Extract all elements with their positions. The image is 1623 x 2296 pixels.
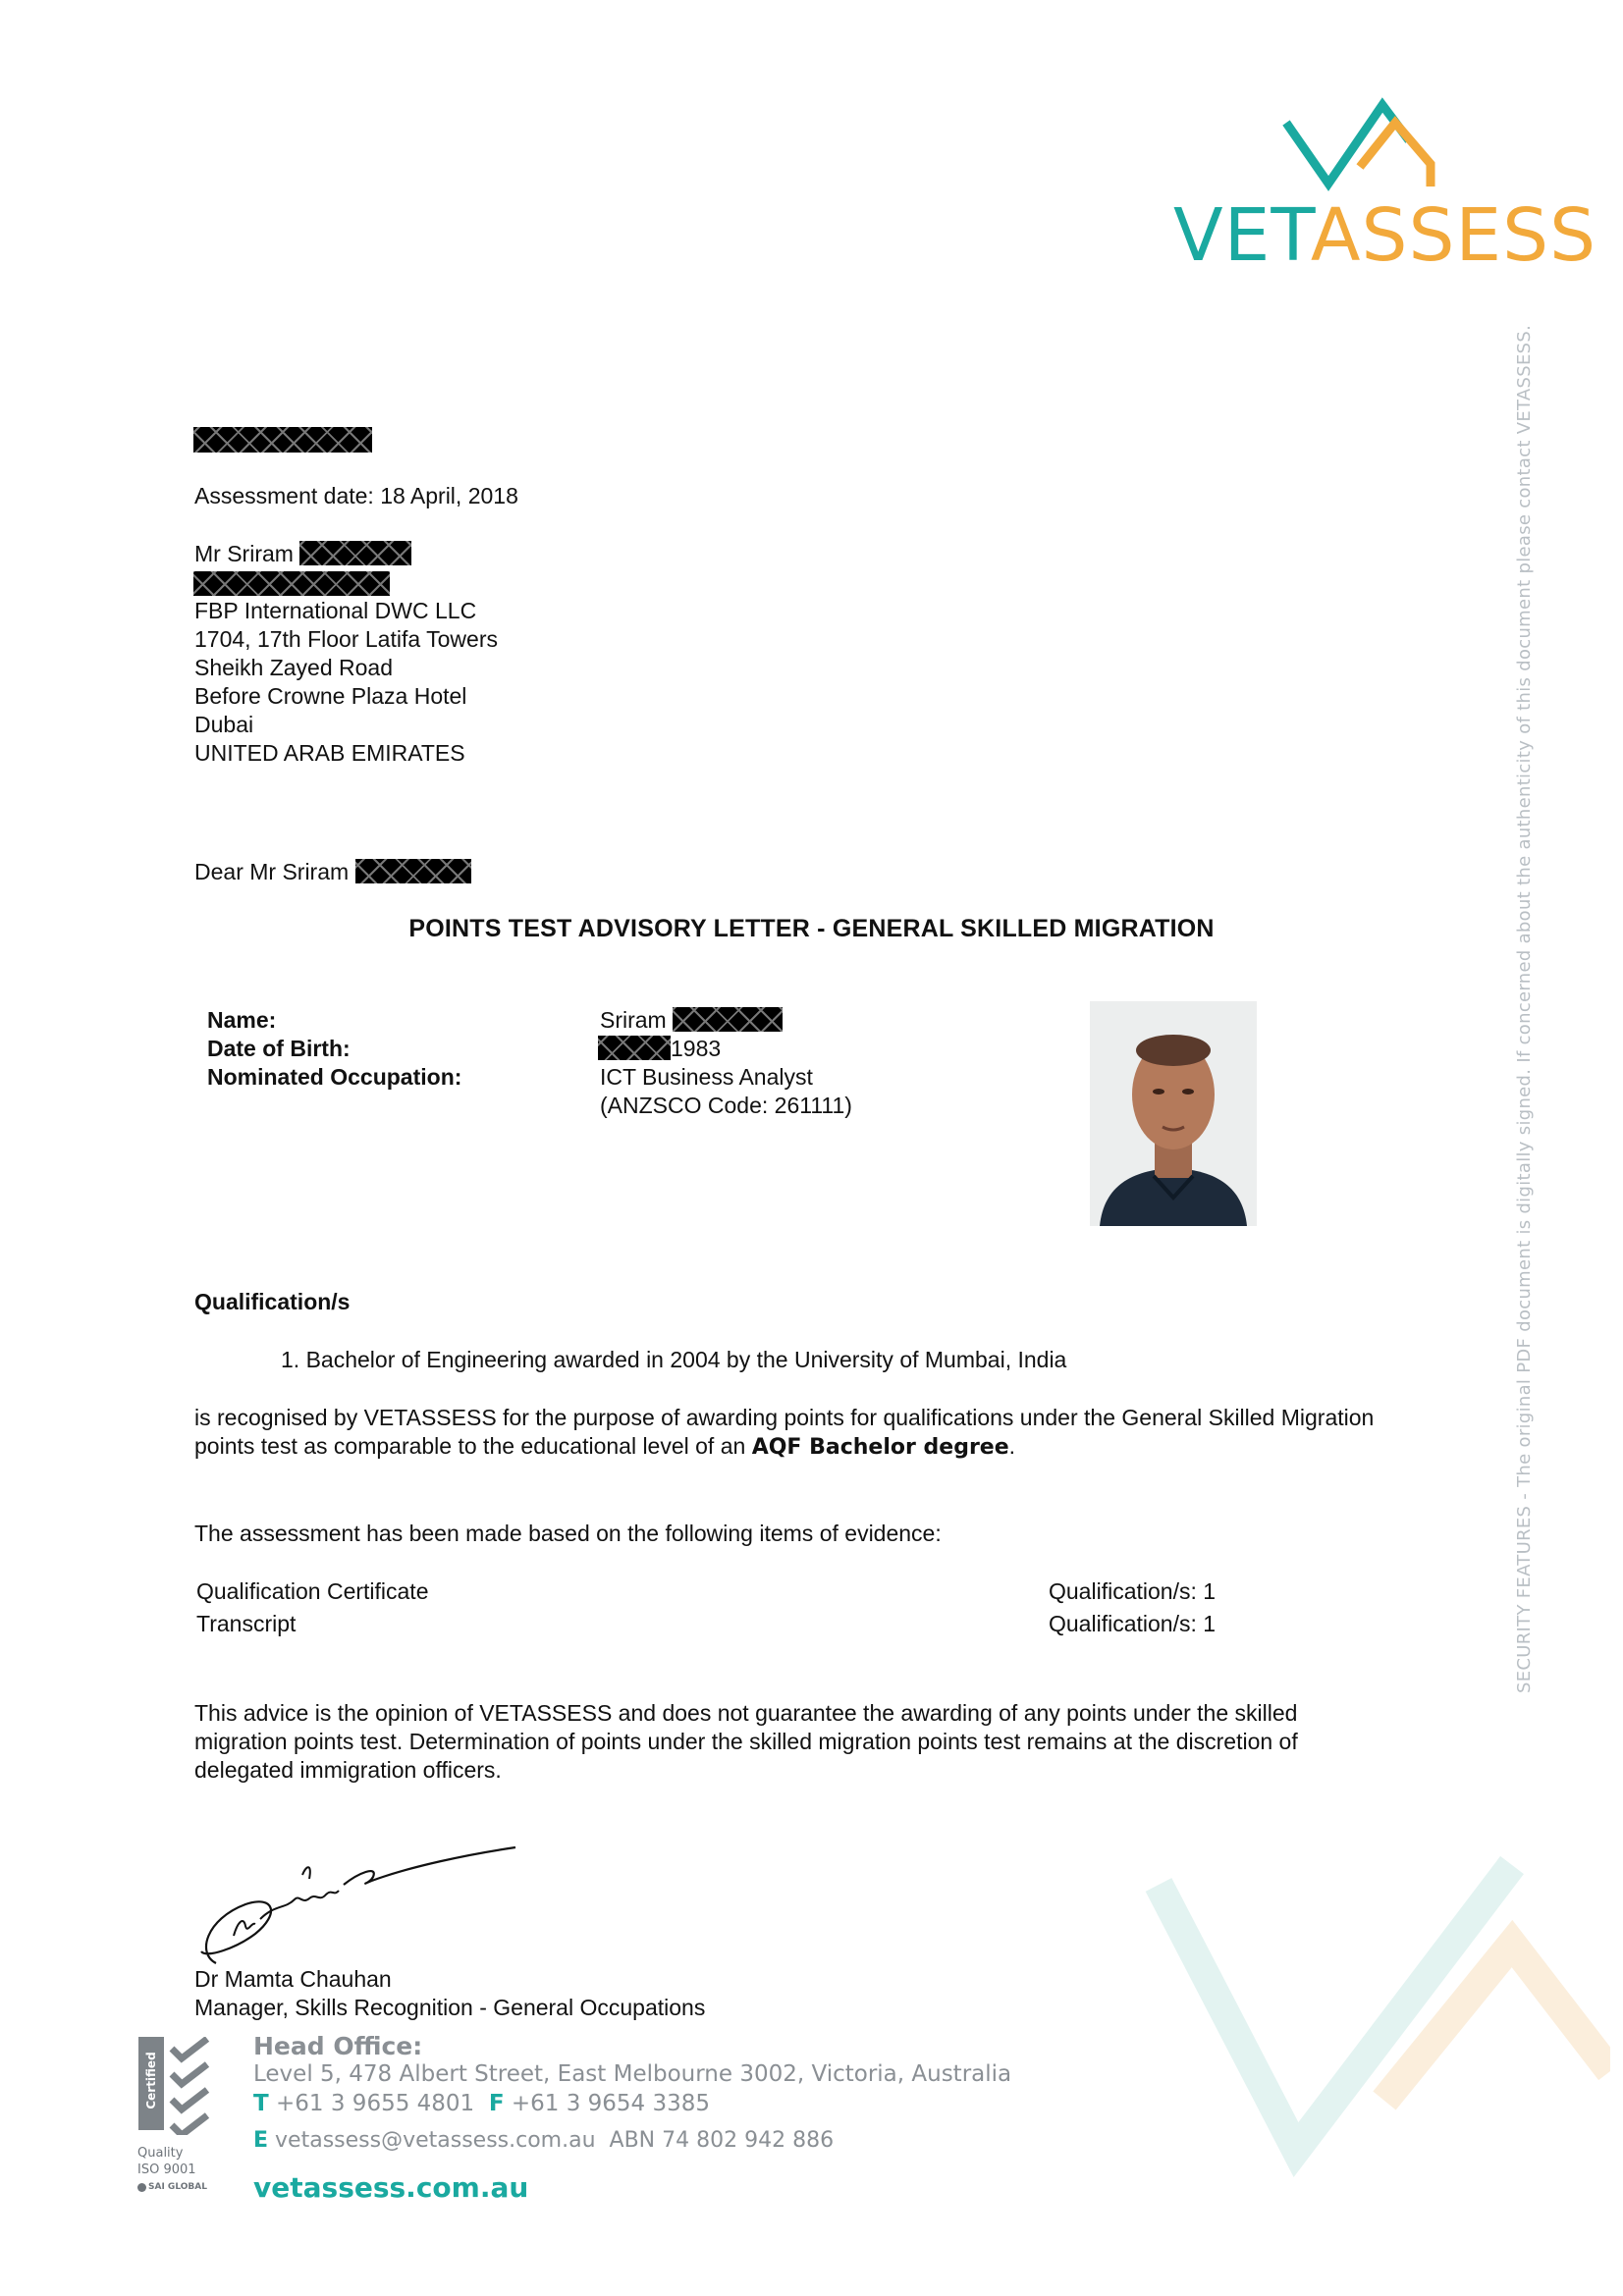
email-address[interactable]: vetassess@vetassess.com.au bbox=[275, 2128, 596, 2153]
signature-image bbox=[187, 1836, 530, 1973]
dob-value-text: 1983 bbox=[671, 1036, 722, 1061]
anzsco-code: (ANZSCO Code: 261111) bbox=[600, 1093, 852, 1118]
disclaimer-line: migration points test. Determination of points under the skilled migration points test remains at the discretion of bbox=[194, 1729, 1298, 1754]
logo-mark-icon bbox=[1173, 93, 1537, 201]
disclaimer bbox=[194, 1699, 1298, 1785]
evidence-intro: The assessment has been made based on the following items of evidence: bbox=[194, 1521, 942, 1546]
email-letter: E bbox=[253, 2128, 269, 2153]
letter-title: POINTS TEST ADVISORY LETTER - GENERAL SKILLED MIGRATION bbox=[408, 915, 1215, 942]
checkmarks-icon bbox=[168, 2037, 217, 2135]
recipient-name-text: Mr Sriram bbox=[194, 541, 294, 566]
fax-letter: F bbox=[488, 2091, 505, 2116]
certification-badge bbox=[135, 2037, 218, 2204]
occupation-label: Nominated Occupation: bbox=[207, 1064, 462, 1090]
evidence-item: Qualification Certificate bbox=[196, 1578, 429, 1604]
badge-iso: ISO 9001 bbox=[137, 2163, 196, 2177]
disclaimer-line: delegated immigration officers. bbox=[194, 1757, 502, 1783]
address-line: 1704, 17th Floor Latifa Towers bbox=[194, 626, 498, 652]
recipient-name bbox=[194, 540, 411, 568]
aqf-level: AQF Bachelor degree bbox=[751, 1435, 1009, 1460]
address-line: Dubai bbox=[194, 712, 254, 737]
abn-number: ABN 74 802 942 886 bbox=[609, 2128, 835, 2153]
vetassess-logo bbox=[1173, 93, 1597, 280]
watermark-chevron-icon bbox=[1139, 1826, 1610, 2277]
contact-email-abn bbox=[253, 2128, 834, 2153]
address-line: Sheikh Zayed Road bbox=[194, 655, 394, 680]
salutation bbox=[194, 858, 471, 886]
reference-number-redacted bbox=[193, 427, 372, 454]
recognition-line-1: is recognised by VETASSESS for the purpose of awarding points for qualifications under the General Skilled Migration bbox=[194, 1405, 1375, 1430]
recognition-line-2 bbox=[194, 1432, 1015, 1462]
badge-quality: Quality bbox=[137, 2146, 184, 2161]
badge-top-text: Certified System bbox=[144, 2052, 184, 2109]
qualification-item: 1. Bachelor of Engineering awarded in 2004 by the University of Mumbai, India bbox=[281, 1347, 1067, 1372]
contact-phone-fax bbox=[253, 2091, 710, 2116]
address-line: FBP International DWC LLC bbox=[194, 598, 477, 623]
website-link[interactable]: vetassess.com.au bbox=[253, 2171, 529, 2204]
security-features-text: SECURITY FEATURES - The original PDF document is digitally signed. If concerned about the authenticity of this document please contact VETASSESS. bbox=[1514, 324, 1535, 1693]
recipient-line-redacted bbox=[193, 571, 390, 597]
signatory-role: Manager, Skills Recognition - General Occupations bbox=[194, 1995, 706, 2020]
dob-label: Date of Birth: bbox=[207, 1036, 351, 1061]
assessment-date: Assessment date: 18 April, 2018 bbox=[194, 483, 518, 508]
recipient-address bbox=[194, 597, 498, 768]
salutation-text: Dear Mr Sriram bbox=[194, 859, 350, 884]
address-line: Before Crowne Plaza Hotel bbox=[194, 683, 467, 709]
evidence-ref: Qualification/s: 1 bbox=[1049, 1611, 1217, 1636]
phone-number: +61 3 9655 4801 bbox=[276, 2091, 475, 2116]
address-line: UNITED ARAB EMIRATES bbox=[194, 740, 465, 766]
fax-number: +61 3 9654 3385 bbox=[511, 2091, 711, 2116]
evidence-ref: Qualification/s: 1 bbox=[1049, 1578, 1217, 1604]
name-label: Name: bbox=[207, 1007, 277, 1033]
phone-letter: T bbox=[253, 2091, 269, 2116]
recognition-suffix: . bbox=[1008, 1433, 1016, 1459]
applicant-photo bbox=[1090, 1001, 1257, 1226]
logo-text-vet: VET bbox=[1173, 193, 1311, 278]
evidence-item: Transcript bbox=[196, 1611, 297, 1636]
logo-text-assess: ASSESS bbox=[1310, 193, 1597, 278]
head-office-label: Head Office: bbox=[253, 2032, 423, 2060]
badge-org-icon bbox=[137, 2183, 146, 2192]
recognition-prefix: points test as comparable to the educational level of an bbox=[194, 1433, 752, 1459]
badge-org: SAI GLOBAL bbox=[148, 2182, 207, 2192]
occupation-value: ICT Business Analyst bbox=[600, 1064, 813, 1090]
disclaimer-line: This advice is the opinion of VETASSESS and does not guarantee the awarding of any points under the skilled bbox=[194, 1700, 1298, 1726]
qualifications-heading: Qualification/s bbox=[194, 1289, 351, 1314]
name-value-text: Sriram bbox=[600, 1007, 667, 1033]
signatory-name: Dr Mamta Chauhan bbox=[194, 1966, 392, 1992]
dob-value bbox=[598, 1035, 721, 1063]
name-value bbox=[600, 1006, 783, 1035]
head-office-address: Level 5, 478 Albert Street, East Melbourne 3002, Victoria, Australia bbox=[253, 2061, 1012, 2087]
